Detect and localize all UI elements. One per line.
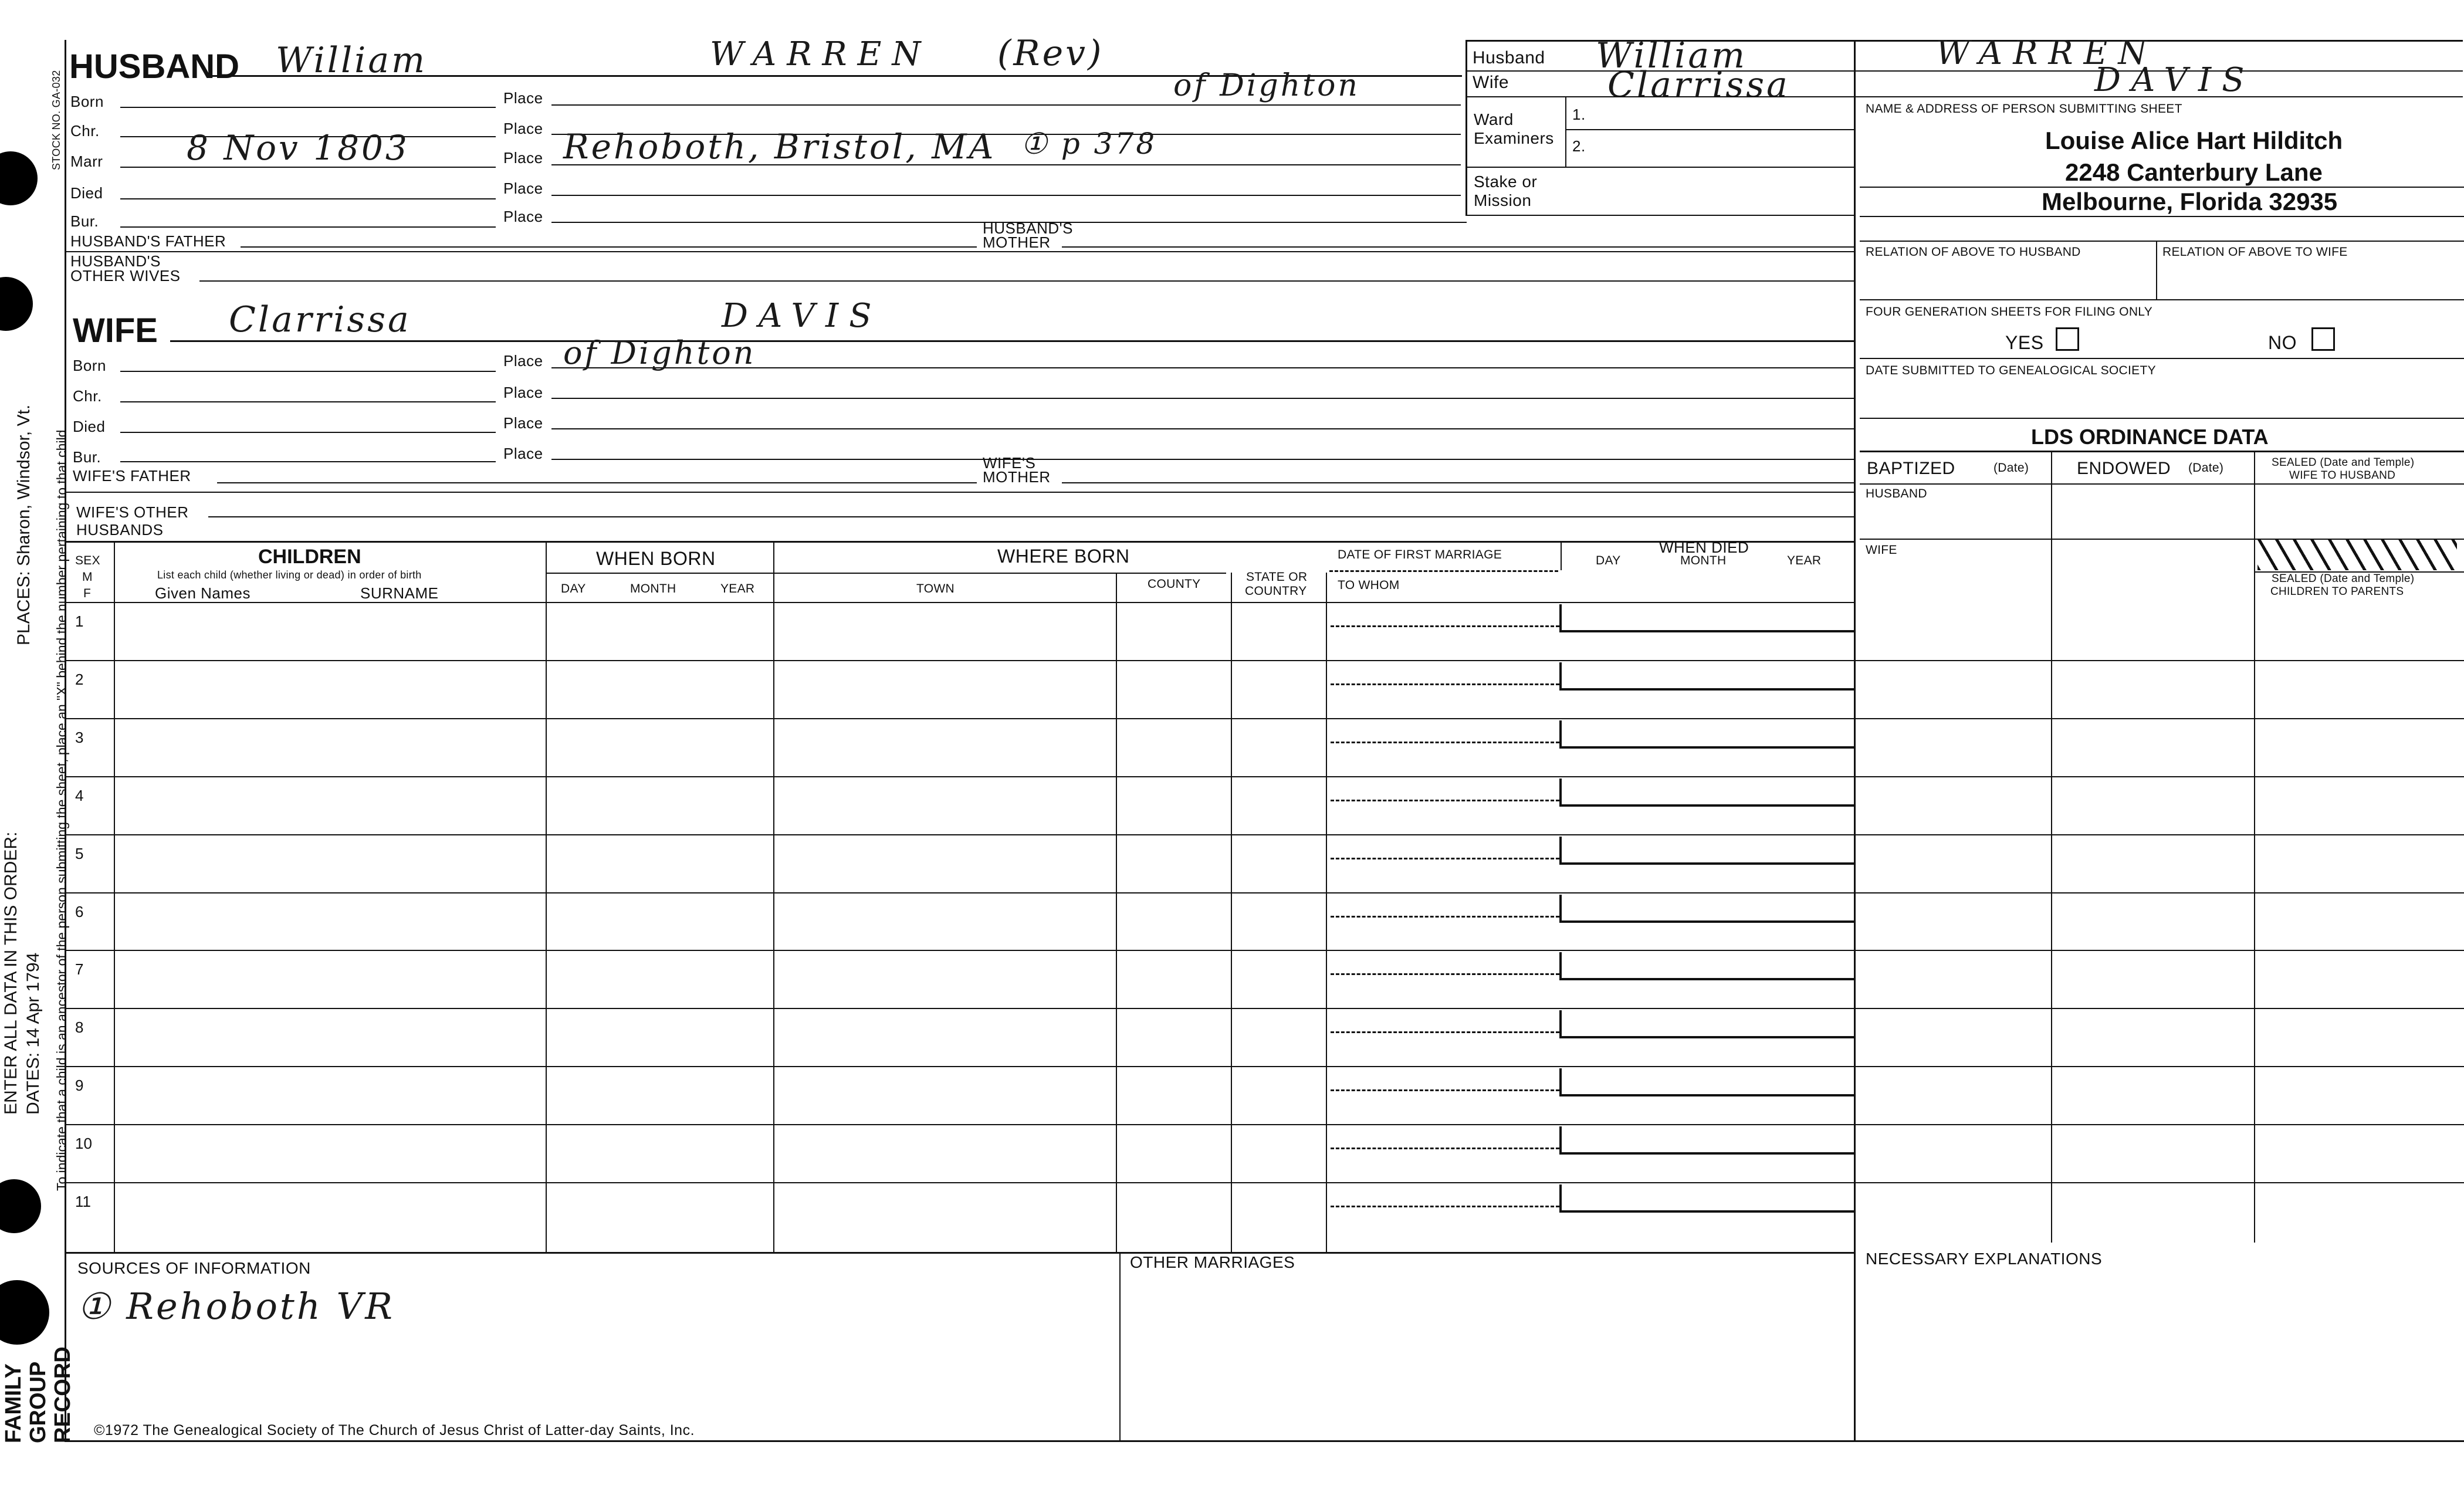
wifes-other-husbands-label-1: WIFE'S OTHER (76, 503, 189, 521)
wife-born-place-entry: of Dighton (563, 334, 756, 371)
submitter-city-line (1860, 216, 2464, 217)
husband-marr-label: Marr (70, 153, 103, 170)
four-gen-bottom-line (1860, 358, 2464, 359)
wife-bur-place-label: Place (503, 445, 543, 462)
husband-bur-place-label: Place (503, 208, 543, 225)
record-label: RECORD (50, 1346, 75, 1443)
first-marriage-dash (1329, 570, 1558, 572)
born-year-header: YEAR (720, 582, 755, 595)
col-state (1326, 573, 1327, 1253)
husband-bur-label: Bur. (70, 212, 99, 230)
husband-chr-place-label: Place (503, 120, 543, 137)
husband-born-label: Born (70, 93, 104, 110)
wife-died-place-label: Place (503, 414, 543, 432)
wife-title: WIFE (73, 312, 158, 350)
husband-died-label: Died (70, 184, 103, 202)
died-month-header: MONTH (1680, 554, 1727, 567)
four-gen-label: FOUR GENERATION SHEETS FOR FILING ONLY (1866, 305, 2153, 319)
col-town (1116, 573, 1117, 1253)
stock-number: STOCK NO. GA-032 (50, 70, 62, 170)
state-header-2: COUNTRY (1245, 584, 1307, 598)
wife-chr-place-label: Place (503, 384, 543, 401)
died-year-header: YEAR (1787, 554, 1822, 567)
died-day-header: DAY (1596, 554, 1621, 567)
child-died-box (1559, 952, 1855, 980)
child-died-box (1559, 720, 1855, 749)
when-born-header: WHEN BORN (596, 548, 716, 569)
given-names-header: Given Names (155, 584, 251, 602)
child-marriage-dash (1331, 742, 1559, 743)
child-marriage-dash (1331, 858, 1559, 859)
child-row-number: 11 (75, 1193, 91, 1210)
punch-hole-1 (0, 151, 38, 205)
husband-died-line (120, 198, 496, 199)
child-died-box (1559, 604, 1855, 632)
col-county (1231, 573, 1232, 1253)
sex-header: SEX (75, 554, 100, 567)
child-row-line (65, 950, 2464, 951)
child-died-box (1559, 779, 1855, 807)
punch-hole-2 (0, 277, 33, 331)
examiner-1: 1. (1572, 106, 1586, 123)
sealed-children-label-1: SEALED (Date and Temple) (2272, 573, 2415, 585)
col-when-born (773, 541, 774, 1253)
wifes-mother-label-1: WIFE'S (983, 454, 1036, 472)
wife-bur-place-line (551, 459, 1854, 460)
husband-born-place-label: Place (503, 89, 543, 107)
form-bottom-border (65, 1440, 2464, 1442)
marriage-date-entry: 8 Nov 1803 (187, 128, 409, 168)
panel-wife-surname-entry: DAVIS (2094, 61, 2255, 99)
wifes-mother-line (1062, 482, 1854, 483)
husband-surname-entry: WARREN (710, 35, 932, 73)
child-row-number: 5 (75, 845, 84, 862)
wife-given-entry: Clarrissa (229, 299, 411, 340)
submitter-header: NAME & ADDRESS OF PERSON SUBMITTING SHEET (1866, 102, 2182, 116)
submitter-street: 2248 Canterbury Lane (2065, 158, 2323, 186)
panel-wife-given-entry: Clarrissa (1607, 65, 1790, 106)
child-row-line (65, 892, 2464, 893)
husband-died-place-label: Place (503, 180, 543, 197)
husbands-father-line (241, 246, 977, 248)
lds-title: LDS ORDINANCE DATA (2031, 425, 2269, 449)
sex-f-header: F (83, 587, 92, 600)
relation-bottom-line (1860, 299, 2464, 300)
sex-m-header: M (82, 570, 93, 584)
husband-died-place-line (551, 195, 1461, 196)
examiners-label: Examiners (1474, 129, 1554, 147)
yes-label: YES (2005, 332, 2044, 353)
enter-all-data: ENTER ALL DATA IN THIS ORDER: (1, 831, 21, 1115)
husbands-other-wives-label-1: HUSBAND'S (70, 252, 161, 270)
husband-chr-label: Chr. (70, 122, 100, 140)
baptized-date-label: (Date) (1993, 461, 2029, 475)
wife-name-line (170, 340, 1854, 342)
wife-died-line (120, 432, 496, 433)
relation-top-line (1860, 241, 2464, 242)
sealed-children-label-2: CHILDREN TO PARENTS (2270, 585, 2404, 598)
husband-marr-place-label: Place (503, 149, 543, 167)
other-marriages-divider (1119, 1252, 1121, 1440)
wifes-father-label: WIFE'S FATHER (73, 467, 191, 485)
child-died-box (1559, 662, 1855, 691)
when-died-header: WHEN DIED (1659, 539, 1749, 556)
child-died-box (1559, 837, 1855, 865)
group-label: GROUP (26, 1361, 50, 1443)
child-marriage-dash (1331, 800, 1559, 801)
places-note: PLACES: Sharon, Windsor, Vt. (14, 404, 33, 645)
children-header-bottom (65, 602, 1854, 603)
ord-wife-label: WIFE (1866, 543, 1897, 557)
child-row-number: 10 (75, 1135, 92, 1152)
punch-hole-3 (0, 1179, 41, 1233)
child-row-line (65, 660, 2464, 661)
family-label: FAMILY (1, 1363, 26, 1443)
child-died-box (1559, 895, 1855, 923)
husband-born-place-line (551, 104, 1461, 106)
first-marriage-header: DATE OF FIRST MARRIAGE (1338, 548, 1502, 561)
husband-given-entry: William (276, 40, 428, 81)
wifes-other-husbands-label-2: HUSBANDS (76, 521, 164, 539)
dates-note: DATES: 14 Apr 1794 (23, 952, 43, 1115)
punch-hole-4 (0, 1280, 49, 1345)
child-died-box (1559, 1010, 1855, 1038)
child-marriage-dash (1331, 1206, 1559, 1207)
relation-wife-label: RELATION OF ABOVE TO WIFE (2162, 245, 2348, 259)
wife-chr-label: Chr. (73, 387, 102, 405)
husband-born-line (120, 107, 496, 108)
child-row-number: 8 (75, 1018, 84, 1036)
ancestor-instruction: To indicate that a child is an ancestor of the person submitting the sheet, place an "X" behind the number pertaining to that child (54, 429, 69, 1191)
child-row-line (65, 1008, 2464, 1009)
child-row-line (65, 718, 2464, 719)
col-sex (114, 541, 115, 1253)
wife-born-line (120, 371, 496, 372)
wife-died-label: Died (73, 418, 106, 435)
necessary-explanations-label: NECESSARY EXPLANATIONS (1866, 1250, 2103, 1268)
examiners-divider (1565, 96, 1566, 167)
wife-chr-line (120, 401, 496, 402)
stake-bottom-line (1465, 215, 1854, 216)
child-row-number: 1 (75, 612, 84, 630)
panel-husband-given-entry: William (1596, 35, 1748, 76)
wifes-father-line (217, 482, 977, 483)
endowed-date-label: (Date) (2188, 461, 2224, 475)
child-row-number: 9 (75, 1077, 84, 1094)
lds-header-line (1860, 483, 2464, 485)
no-label: NO (2268, 332, 2297, 353)
endowed-label: ENDOWED (2077, 459, 2171, 478)
child-marriage-dash (1331, 1148, 1559, 1149)
surname-header: SURNAME (360, 584, 439, 602)
child-marriage-dash (1331, 1089, 1559, 1091)
lds-title-line (1860, 451, 2464, 452)
relation-divider (2156, 241, 2157, 299)
sources-label: SOURCES OF INFORMATION (77, 1259, 311, 1277)
wife-bur-label: Bur. (73, 448, 101, 466)
when-born-underline (546, 573, 1226, 574)
husbands-mother-label-2: MOTHER (983, 233, 1051, 251)
child-row-number: 7 (75, 960, 84, 978)
child-marriage-dash (1331, 916, 1559, 918)
copyright-text: ©1972 The Genealogical Society of The Church of Jesus Christ of Latter-day Saints, Inc. (94, 1422, 695, 1439)
county-header: COUNTY (1148, 577, 1201, 591)
baptized-label: BAPTIZED (1867, 459, 1955, 478)
wife-chr-place-line (551, 398, 1854, 399)
wifes-mother-label-2: MOTHER (983, 468, 1051, 486)
marriage-ref-entry: ① p 378 (1021, 127, 1157, 161)
husbands-other-wives-line (199, 280, 1854, 282)
wife-bur-line (120, 461, 496, 462)
husbands-other-wives-label-2: OTHER WIVES (70, 267, 181, 285)
husbands-father-label: HUSBAND'S FATHER (70, 232, 226, 250)
where-born-header: WHERE BORN (997, 546, 1130, 567)
wife-section-divider (65, 492, 1854, 493)
relation-husband-label: RELATION OF ABOVE TO HUSBAND (1866, 245, 2081, 259)
born-day-header: DAY (561, 582, 586, 595)
child-marriage-dash (1331, 973, 1559, 975)
wife-born-place-label: Place (503, 352, 543, 370)
sealed-hatch (2257, 540, 2457, 570)
child-marriage-dash (1331, 1031, 1559, 1033)
children-header: CHILDREN (258, 546, 361, 568)
panel-husband-surname-entry: WARREN (1936, 34, 2158, 72)
examiner-split-line (1565, 129, 1854, 130)
panel-wife-label: Wife (1473, 73, 1509, 92)
ward-bottom-line (1465, 167, 1854, 168)
ward-label: Ward (1474, 110, 1514, 128)
sealed-wife-label-1: SEALED (Date and Temple) (2272, 456, 2415, 469)
sealed-wife-label-2: WIFE TO HUSBAND (2289, 469, 2396, 482)
husbands-mother-line (1062, 246, 1854, 248)
husband-bur-line (120, 226, 496, 228)
husbands-mother-label-1: HUSBAND'S (983, 219, 1073, 237)
marriage-place-entry: Rehoboth, Bristol, MA (563, 127, 996, 167)
husband-section-divider (65, 251, 1854, 252)
form-left-border (65, 40, 66, 1442)
mission-label: Mission (1474, 191, 1532, 209)
child-row-line (65, 776, 2464, 777)
wife-surname-entry: DAVIS (722, 297, 882, 335)
yes-checkbox[interactable] (2056, 327, 2079, 351)
child-died-box (1559, 1184, 1855, 1213)
panel-left-border (1465, 40, 1467, 216)
child-row-line (65, 1182, 2464, 1183)
col-name (546, 541, 547, 1253)
child-died-box (1559, 1126, 1855, 1155)
child-row-number: 4 (75, 787, 84, 804)
panel-wife-line (1465, 96, 2463, 97)
state-header-1: STATE OR (1246, 570, 1308, 584)
submitter-name: Louise Alice Hart Hilditch (2045, 127, 2343, 154)
child-marriage-dash (1331, 683, 1559, 685)
wife-born-label: Born (73, 357, 106, 374)
to-whom-header: TO WHOM (1338, 578, 1400, 592)
no-checkbox[interactable] (2311, 327, 2335, 351)
children-table-top (65, 541, 1854, 543)
born-month-header: MONTH (630, 582, 676, 595)
date-submitted-label: DATE SUBMITTED TO GENEALOGICAL SOCIETY (1866, 364, 2156, 377)
child-row-number: 3 (75, 729, 84, 746)
child-marriage-dash (1331, 625, 1559, 627)
sources-entry: ① Rehoboth VR (77, 1285, 395, 1328)
child-row-line (65, 834, 2464, 835)
children-table-bottom (65, 1252, 1854, 1254)
husband-residence-entry: of Dighton (1173, 68, 1360, 103)
other-marriages-label: OTHER MARRIAGES (1130, 1253, 1295, 1271)
examiner-2: 2. (1572, 137, 1586, 155)
when-died-left (1561, 541, 1562, 570)
date-submitted-bottom-line (1860, 418, 2464, 419)
child-died-box (1559, 1068, 1855, 1096)
submitter-city: Melbourne, Florida 32935 (2042, 188, 2338, 215)
panel-husband-label: Husband (1473, 48, 1545, 67)
husband-title: HUSBAND (69, 48, 239, 86)
wifes-other-husbands-line (208, 516, 1854, 517)
list-note: List each child (whether living or dead) in order of birth (157, 569, 422, 581)
child-row-number: 2 (75, 671, 84, 688)
child-row-line (65, 1124, 2464, 1125)
husband-suffix-entry: (Rev) (997, 33, 1104, 74)
ord-husband-label: HUSBAND (1866, 487, 1927, 500)
stake-label: Stake or (1474, 172, 1538, 191)
child-row-line (65, 1066, 2464, 1067)
town-header: TOWN (916, 582, 955, 595)
child-row-number: 6 (75, 903, 84, 920)
wife-died-place-line (551, 428, 1854, 429)
